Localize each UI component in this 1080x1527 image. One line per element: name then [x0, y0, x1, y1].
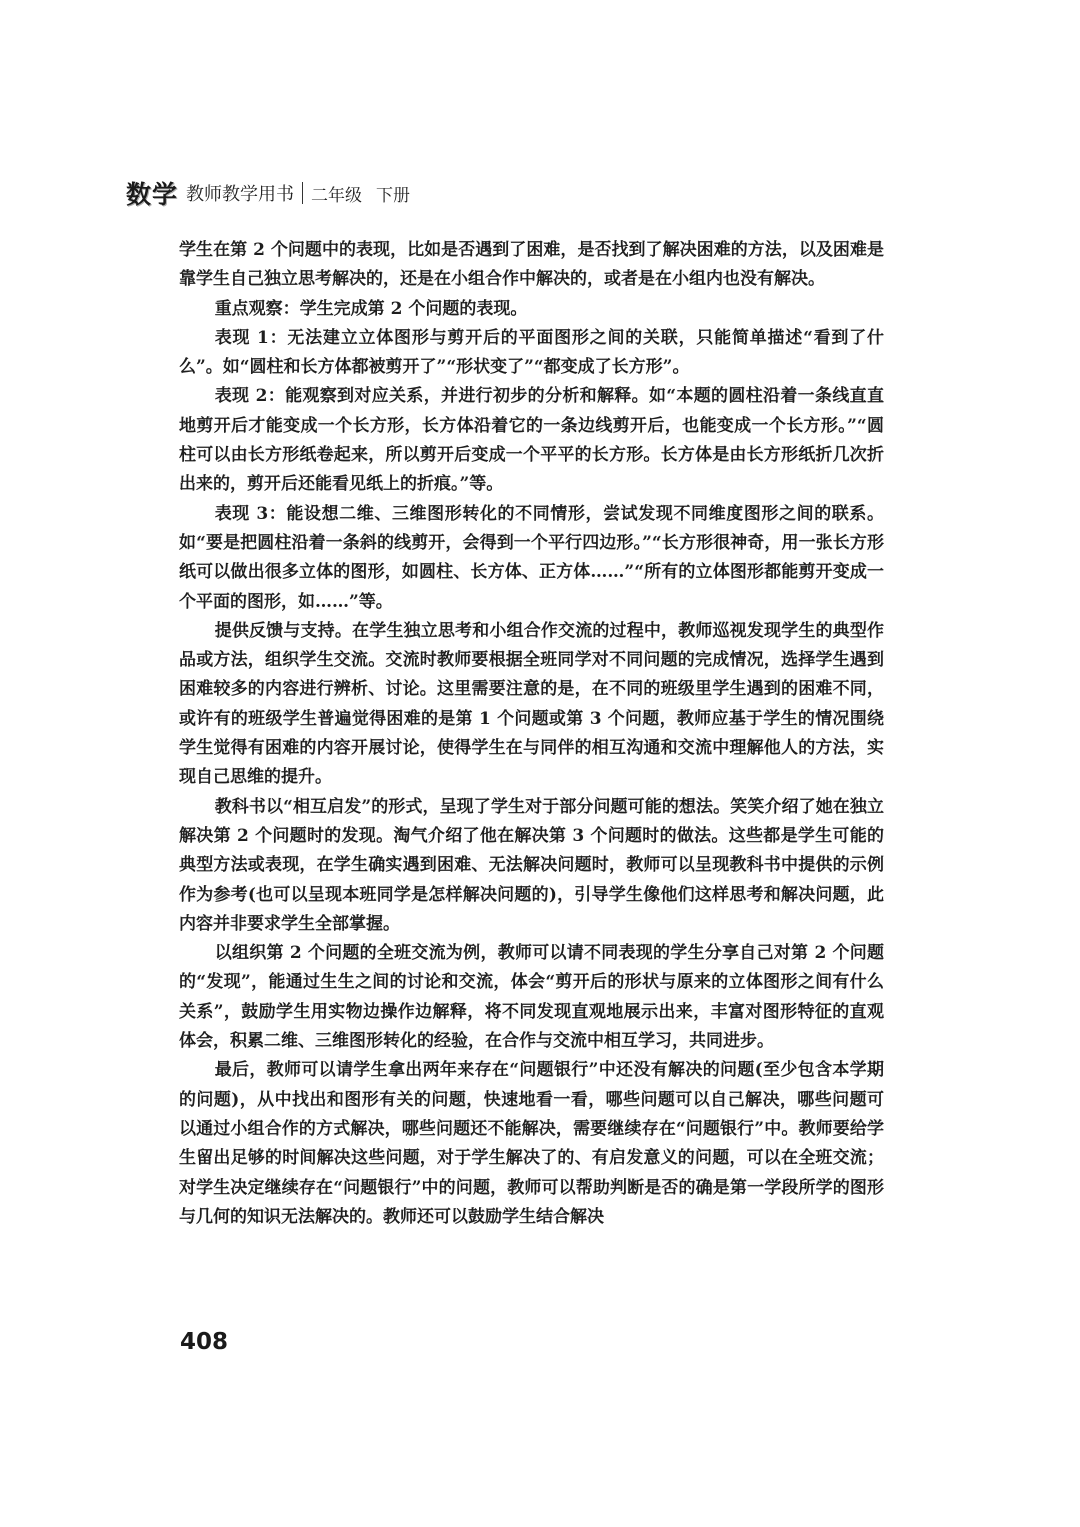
- paragraph: [179, 500, 884, 617]
- page-number: 408: [180, 1329, 229, 1355]
- paragraph: [179, 324, 884, 383]
- book-title: 教师教学用书: [186, 184, 295, 205]
- paragraph: [179, 295, 884, 324]
- paragraph-text: 以组织第 2 个问题的全班交流为例，教师可以请不同表现的学生分享自己对第 2 个问题的“发现”，能通过生生之间的讨论和交流，体会“剪开后的形状与原来的立体图形之间有什么关系”，鼓励学生用实物边操作边解释，将不同发现直观地展示出来，丰富对图形特征的直观体会，积累二维、三维图形转化的经验，在合作与交流中相互学习，共同进步。: [179, 943, 884, 1052]
- paragraph-text: 最后，教师可以请学生拿出两年来存在“问题银行”中还没有解决的问题(至少包含本学期的问题)，从中找出和图形有关的问题，快速地看一看，哪些问题可以自己解决，哪些问题可以通过小组合作的方式解决，哪些问题还不能解决，需要继续存在“问题银行”中。教师要给学生留出足够的时间解决这些问题，对于学生解决了的、有启发意义的问题，可以在全班交流；对学生决定继续存在“问题银行”中的问题，教师可以帮助判断是否的确是第一学段所学的图形与几何的知识无法解决的。教师还可以鼓励学生结合解决: [179, 1060, 884, 1227]
- paragraph-text: 学生在第 2 个问题中的表现，比如是否遇到了困难，是否找到了解决困难的方法，以及困难是靠学生自己独立思考解决的，还是在小组合作中解决的，或者是在小组内也没有解决。: [179, 240, 884, 290]
- paragraph-text: 表现 2：能观察到对应关系，并进行初步的分析和解释。如“本题的圆柱沿着一条线直直地剪开后才能变成一个长方形，长方体沿着它的一条边线剪开后，也能变成一个长方形。”“圆柱可以由长方形纸卷起来，所以剪开后变成一个平平的长方形。长方体是由长方形纸折几次折出来的，剪开后还能看见纸上的折痕。”等。: [179, 386, 884, 495]
- paragraph-lead: 重点观察：学生完成第 2 个问题的表现。: [214, 298, 528, 319]
- term-label: 下册: [376, 185, 411, 206]
- paragraph-text: 表现 3：能设想二维、三维图形转化的不同情形，尝试发现不同维度图形之间的联系。如“要是把圆柱沿着一条斜的线剪开，会得到一个平行四边形。”“长方形很神奇，用一张长方形纸可以做出很多立体的图形，如圆柱、长方体、正方体……”“所有的立体图形都能剪开变成一个平面的图形，如……”等。: [179, 503, 884, 612]
- paragraph-text: 在学生独立思考和小组合作交流的过程中，教师巡视发现学生的典型作品或方法，组织学生交流。交流时教师要根据全班同学对不同问题的完成情况，选择学生遇到困难较多的内容进行辨析、讨论。这里需要注意的是，在不同的班级里学生遇到的困难不同，或许有的班级学生普遍觉得困难的是第 1 个问题或第 3 个问题，教师应基于学生的情况围绕学生觉得有困难的内容开展讨论，使得学生在与同伴的相互沟通和交流中理解他人的方法，实现自己思维的提升。: [179, 620, 885, 788]
- paragraph: [179, 793, 884, 939]
- page-header: [126, 176, 410, 210]
- paragraph-text: 教科书以“相互启发”的形式，呈现了学生对于部分问题可能的想法。笑笑介绍了她在独立解决第 2 个问题时的发现。淘气介绍了他在解决第 3 个问题时的做法。这些都是学生可能的典型方法或表现，在学生确实遇到困难、无法解决问题时，教师可以呈现教科书中提供的示例作为参考(也可以呈现本班同学是怎样解决问题的)，引导学生像他们这样思考和解决问题，此内容并非要求学生全部掌握。: [179, 796, 884, 934]
- paragraph-text: 表现 1：无法建立立体图形与剪开后的平面图形之间的关联，只能简单描述“看到了什么”。如“圆柱和长方体都被剪开了”“形状变了”“都变成了长方形”。: [179, 327, 884, 378]
- header-divider: [302, 182, 303, 204]
- subject-label: 数学: [126, 180, 179, 209]
- paragraph: [179, 939, 884, 1056]
- paragraph: [179, 1056, 884, 1232]
- body-text: [179, 236, 884, 1232]
- paragraph: [179, 382, 884, 499]
- grade-label: 二年级: [311, 185, 363, 206]
- paragraph: [179, 617, 884, 793]
- paragraph-lead: 提供反馈与支持。: [214, 620, 353, 641]
- paragraph: [179, 236, 884, 295]
